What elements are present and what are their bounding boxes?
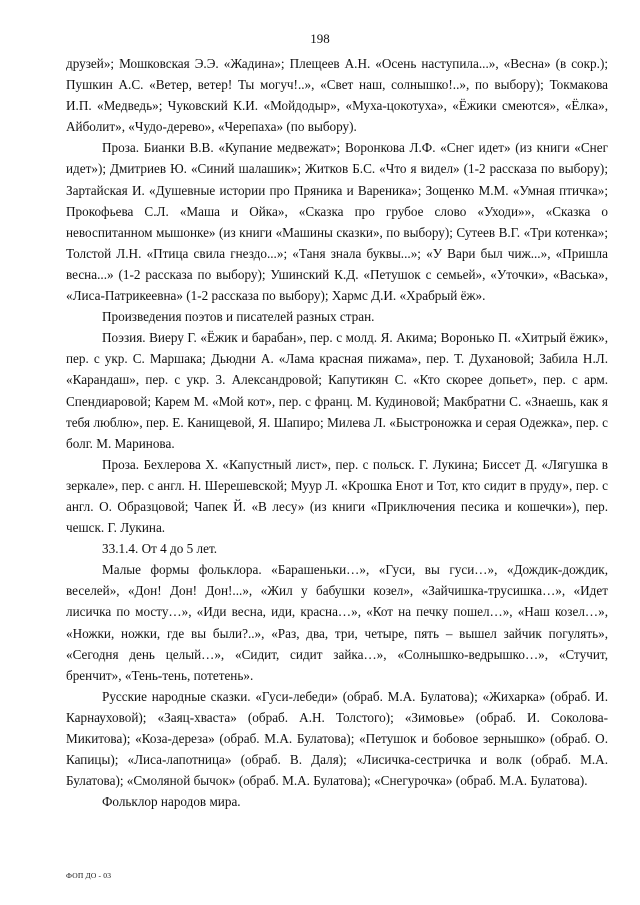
paragraph-prose-russian: Проза. Бианки В.В. «Купание медвежат»; Воронкова Л.Ф. «Снег идет» (из книги «Снег идет»); Дмитриев Ю. «Синий шалашик»; Житков Б.С. «Что я видел» (1-2 рассказа по выбору); Зартайская И. «Душевные истории про Пряника и Вареника»; Зощенко М.М. «Умная птичка»; Прокофьева С.Л. «Маша и Ойка», «Сказка про грубое слово «Уходи»», «Сказка о невоспитанном мышонке» (из книги «Машины сказки», по выбору); Сутеев В.Г. «Три котенка»; Толстой Л.Н. «Птица свила гнездо...»; «Таня знала буквы...»; «У Вари был чиж...», «Пришла весна...» (1-2 рассказа по выбору); Ушинский К.Д. «Петушок с семьей», «Уточки», «Васька», «Лиса-Патрикеевна» (1-2 рассказа по выбору); Хармс Д.И. «Храбрый ёж».: [66, 140, 608, 304]
paragraph-small-folklore-forms: Малые формы фольклора. «Барашеньки…», «Гуси, вы гуси…», «Дождик-дождик, веселей», «Дон! Дон! Дон!...», «Жил у бабушки козел», «Зайчишка-трусишка…», «Идет лисичка по мосту…», «Иди весна, иди, красна…», «Кот на печку пошел…», «Наш козел…», «Ножки, ножки, где вы были?..», «Раз, два, три, четыре, пять – вышел зайчик погулять», «Сегодня день целый…», «Сидит, сидит зайка…», «Солнышко-ведрышко…», «Стучит, бренчит», «Тень-тень, потетень».: [66, 562, 608, 683]
section-heading-4-5-years: 33.1.4. От 4 до 5 лет.: [102, 541, 218, 557]
page-footer: ФОП ДО - 03: [66, 871, 112, 880]
paragraph-world-folklore-heading: Фольклор народов мира.: [102, 794, 241, 810]
paragraph-foreign-poetry: Поэзия. Виеру Г. «Ёжик и барабан», пер. с молд. Я. Акима; Воронько П. «Хитрый ёжик», пер. с укр. С. Маршака; Дьюдни А. «Лама красная пижама», пер. Т. Духановой; Забила Н.Л. «Карандаш», пер. с укр. 3. Александровой; Капутикян С. «Кто скорее допьет», пер. с арм. Спендиаровой; Карем М. «Мой кот», пер. с франц. М. Кудиновой; Макбратни С. «Знаешь, как я тебя люблю», пер. Е. Канищевой, Я. Шапиро; Милева Л. «Быстроножка и серая Одежка», пер. с болг. М. Маринова.: [66, 330, 608, 451]
paragraph-russian-folk-tales: Русские народные сказки. «Гуси-лебеди» (обраб. М.А. Булатова); «Жихарка» (обраб. И. Карнауховой); «Заяц-хваста» (обраб. А.Н. Толстого); «Зимовье» (обраб. И. Соколова-Микитова); «Коза-дереза» (обраб. М.А. Булатова); «Петушок и бобовое зернышко» (обраб. О. Капицы); «Лиса-лапотница» (обраб. В. Даля); «Лисичка-сестричка и волк (обраб. М.А. Булатова); «Смоляной бычок» (обраб. М.А. Булатова); «Снегурочка» (обраб. М.А. Булатова).: [66, 688, 608, 789]
page-number: 198: [310, 31, 330, 46]
paragraph-poetry-continued: друзей»; Мошковская Э.Э. «Жадина»; Плещеев А.Н. «Осень наступила...», «Весна» (в сокр.); Пушкин А.С. «Ветер, ветер! Ты могуч!..», «Свет наш, солнышко!..», по выбору); Токмакова И.П. «Медведь»; Чуковский К.И. «Мойдодыр», «Муха-цокотуха», «Ёжики смеются», «Ёлка», Айболит», «Чудо-дерево», «Черепаха» (по выбору).: [66, 56, 608, 135]
paragraph-foreign-works-heading: Произведения поэтов и писателей разных стран.: [102, 309, 375, 325]
paragraph-foreign-prose: Проза. Бехлерова X. «Капустный лист», пер. с польск. Г. Лукина; Биссет Д. «Лягушка в зеркале», пер. с англ. Н. Шерешевской; Муур Л. «Крошка Енот и Тот, кто сидит в пруду», пер. с англ. О. Образцовой; Чапек Й. «В лесу» (из книги «Приключения песика и кошечки»), пер. чешск. Г. Лукина.: [66, 456, 608, 536]
document-body: [66, 53, 608, 812]
